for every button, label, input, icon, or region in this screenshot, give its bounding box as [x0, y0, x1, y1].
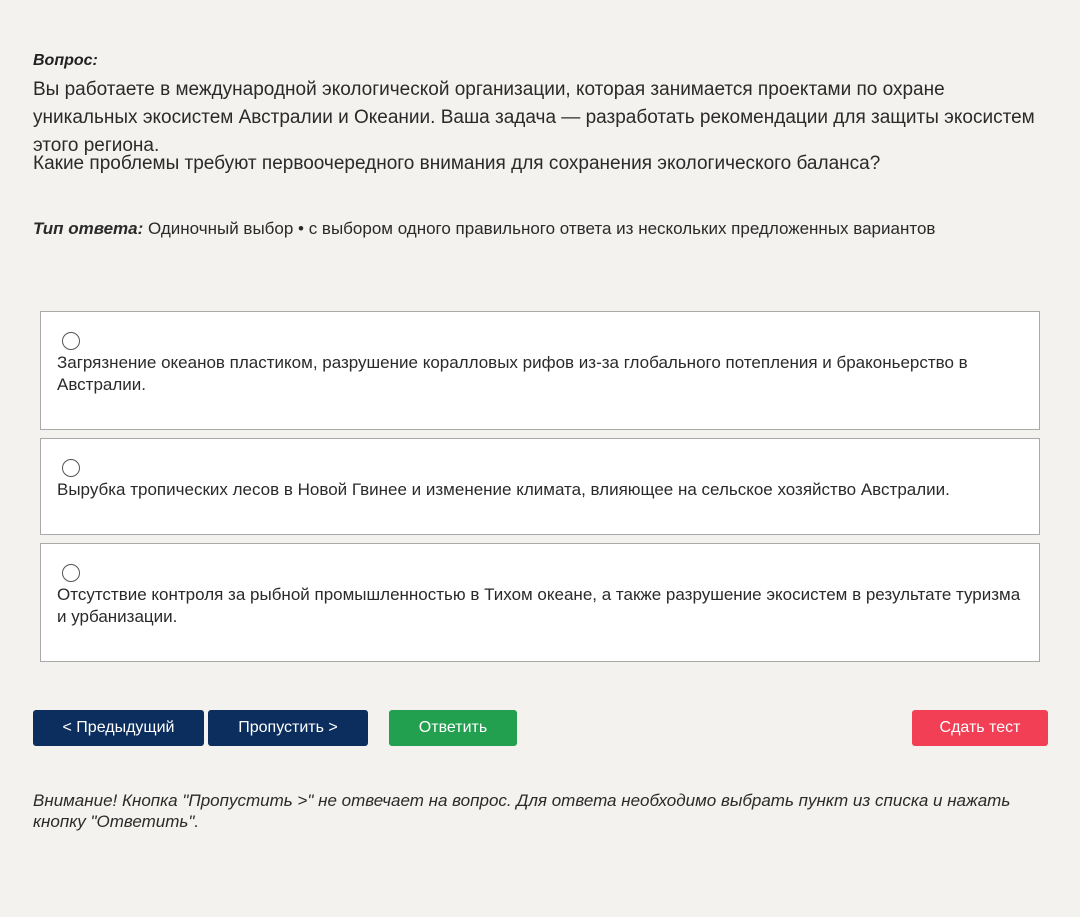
option-1[interactable] — [40, 311, 1040, 430]
skip-button[interactable]: Пропустить > — [208, 710, 368, 746]
question-prompt: Какие проблемы требуют первоочередного внимания для сохранения экологического баланса? — [33, 153, 881, 174]
option-3-text: Отсутствие контроля за рыбной промышленностью в Тихом океане, а также разрушение экосистем в результате туризма и урбанизации. — [57, 585, 1021, 626]
answer-type-value: Одиночный выбор • с выбором одного правильного ответа из нескольких предложенных вариантов — [148, 219, 936, 238]
previous-button[interactable]: < Предыдущий — [33, 710, 204, 746]
option-1-radio[interactable] — [62, 332, 80, 350]
question-label: Вопрос: — [33, 52, 98, 69]
option-2[interactable] — [40, 438, 1040, 535]
option-3[interactable] — [40, 543, 1040, 662]
answer-button[interactable]: Ответить — [389, 710, 517, 746]
answer-type-label: Тип ответа: — [33, 219, 144, 238]
submit-test-button[interactable]: Сдать тест — [912, 710, 1048, 746]
option-1-text: Загрязнение океанов пластиком, разрушение коралловых рифов из-за глобального потепления и браконьерство в Австралии. — [57, 353, 968, 394]
options-list — [40, 311, 1040, 670]
option-3-radio[interactable] — [62, 564, 80, 582]
option-2-radio[interactable] — [62, 459, 80, 477]
answer-type — [33, 218, 935, 240]
warning-text: Внимание! Кнопка "Пропустить >" не отвечает на вопрос. Для ответа необходимо выбрать пункт из списка и нажать кнопку "Ответить". — [33, 791, 1011, 831]
question-text: Вы работаете в международной экологической организации, которая занимается проектами по охране уникальных экосистем Австралии и Океании. Ваша задача — разработать рекомендации для защиты экосистем этого региона. — [33, 79, 1035, 156]
option-2-text: Вырубка тропических лесов в Новой Гвинее и изменение климата, влияющее на сельское хозяйство Австралии. — [57, 480, 950, 499]
